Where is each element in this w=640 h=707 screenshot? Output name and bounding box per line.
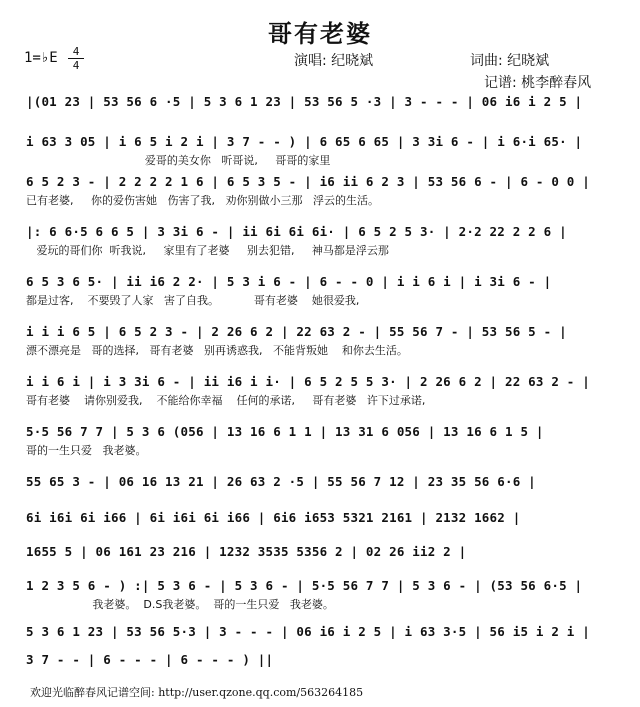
score-line	[26, 372, 616, 412]
lyrics-row: 漂不漂亮是 哥的选择, 哥有老婆 别再诱惑我, 不能背叛她 和你去生活。	[26, 344, 408, 357]
notation-row: |: 6 6·5 6 6 5 | 3 3i 6 - | ii 6i 6i 6i· | 6 5 2 5 3· | 2·2 22 2 2 6 |	[26, 224, 567, 239]
lyrics-row: 我老婆。 D.S我老婆。 哥的一生只爱 我老婆。	[26, 598, 334, 611]
score-line	[26, 472, 616, 512]
notation-row: 6 5 3 6 5· | ii i6 2 2· | 5 3 i 6 - | 6 - - 0 | i i 6 i | i 3i 6 - |	[26, 274, 552, 289]
lyrics-row: 爱玩的哥们你 听我说, 家里有了老婆 别去犯错, 神马都是浮云那	[26, 244, 389, 257]
notation-row: 6i i6i 6i i66 | 6i i6i 6i i66 | 6i6 i653 5321 2161 | 2132 1662 |	[26, 510, 521, 525]
time-signature	[68, 46, 84, 71]
lyrics-row	[26, 113, 616, 129]
notation-row: 5 3 6 1 23 | 53 56 5·3 | 3 - - - | 06 i6 i 2 5 | i 63 3·5 | 56 i5 i 2 i |	[26, 624, 590, 639]
score-line	[26, 576, 616, 616]
notation-row: i 63 3 05 | i 6 5 i 2 i | 3 7 - - ) | 6 65 6 65 | 3 3i 6 - | i 6·i 65· |	[26, 134, 583, 149]
lyrics-row	[26, 493, 616, 509]
lyrics-row: 已有老婆, 你的爱伤害她 伤害了我, 劝你别做小三那 浮云的生活。	[26, 194, 379, 207]
notation-row: 1655 5 | 06 161 23 216 | 1232 3535 5356 2 | 02 26 ii2 2 |	[26, 544, 467, 559]
transcriber-credit: 记谱: 桃李醉春风	[484, 75, 592, 91]
lyrics-row: 都是过客, 不要毁了人家 害了自我。 哥有老婆 她很爱我,	[26, 294, 360, 307]
score-line	[26, 422, 616, 462]
composer-credit: 词曲: 纪晓斌	[470, 53, 550, 69]
lyrics-row: 哥有老婆 请你别爱我, 不能给你幸福 任何的承诺, 哥有老婆 许下过承诺,	[26, 394, 426, 407]
score-line	[26, 172, 616, 212]
time-signature-top: 4	[72, 45, 80, 58]
lyrics-row: 哥的一生只爱 我老婆。	[26, 444, 147, 457]
notation-row: 1 2 3 5 6 - ) :| 5 3 6 - | 5 3 6 - | 5·5 56 7 7 | 5 3 6 - | (53 56 6·5 |	[26, 578, 583, 593]
time-signature-bottom: 4	[72, 59, 80, 72]
notation-row: i i i 6 5 | 6 5 2 3 - | 2 26 6 2 | 22 63 2 - | 55 56 7 - | 53 56 5 - |	[26, 324, 567, 339]
notation-row: 5·5 56 7 7 | 5 3 6 (056 | 13 16 6 1 1 | 13 31 6 056 | 13 16 6 1 5 |	[26, 424, 544, 439]
notation-row: 3 7 - - | 6 - - - | 6 - - - ) ||	[26, 652, 274, 667]
song-title: 哥有老婆	[268, 20, 372, 48]
score-line	[26, 92, 616, 132]
notation-row: i i 6 i | i 3 3i 6 - | ii i6 i i· | 6 5 2 5 5 3· | 2 26 6 2 | 22 63 2 - |	[26, 374, 590, 389]
footer-note: 欢迎光临醉春风记谱空间: http://user.qzone.qq.com/563264185	[30, 686, 364, 699]
score-line	[26, 272, 616, 312]
notation-row: 55 65 3 - | 06 16 13 21 | 26 63 2 ·5 | 55 56 7 12 | 23 35 56 6·6 |	[26, 474, 536, 489]
lyrics-row: 爱哥的美女你 听哥说, 哥哥的家里	[26, 154, 331, 167]
score-line	[26, 132, 616, 172]
notation-row: 6 5 2 3 - | 2 2 2 2 1 6 | 6 5 3 5 - | i6 ii 6 2 3 | 53 56 6 - | 6 - 0 0 |	[26, 174, 590, 189]
key-signature: 1=♭E	[24, 50, 58, 66]
singer-credit: 演唱: 纪晓斌	[294, 53, 374, 69]
notation-row: |(01 23 | 53 56 6 ·5 | 5 3 6 1 23 | 53 56 5 ·3 | 3 - - - | 06 i6 i 2 5 |	[26, 94, 583, 109]
score-line	[26, 222, 616, 262]
score-line	[26, 322, 616, 362]
